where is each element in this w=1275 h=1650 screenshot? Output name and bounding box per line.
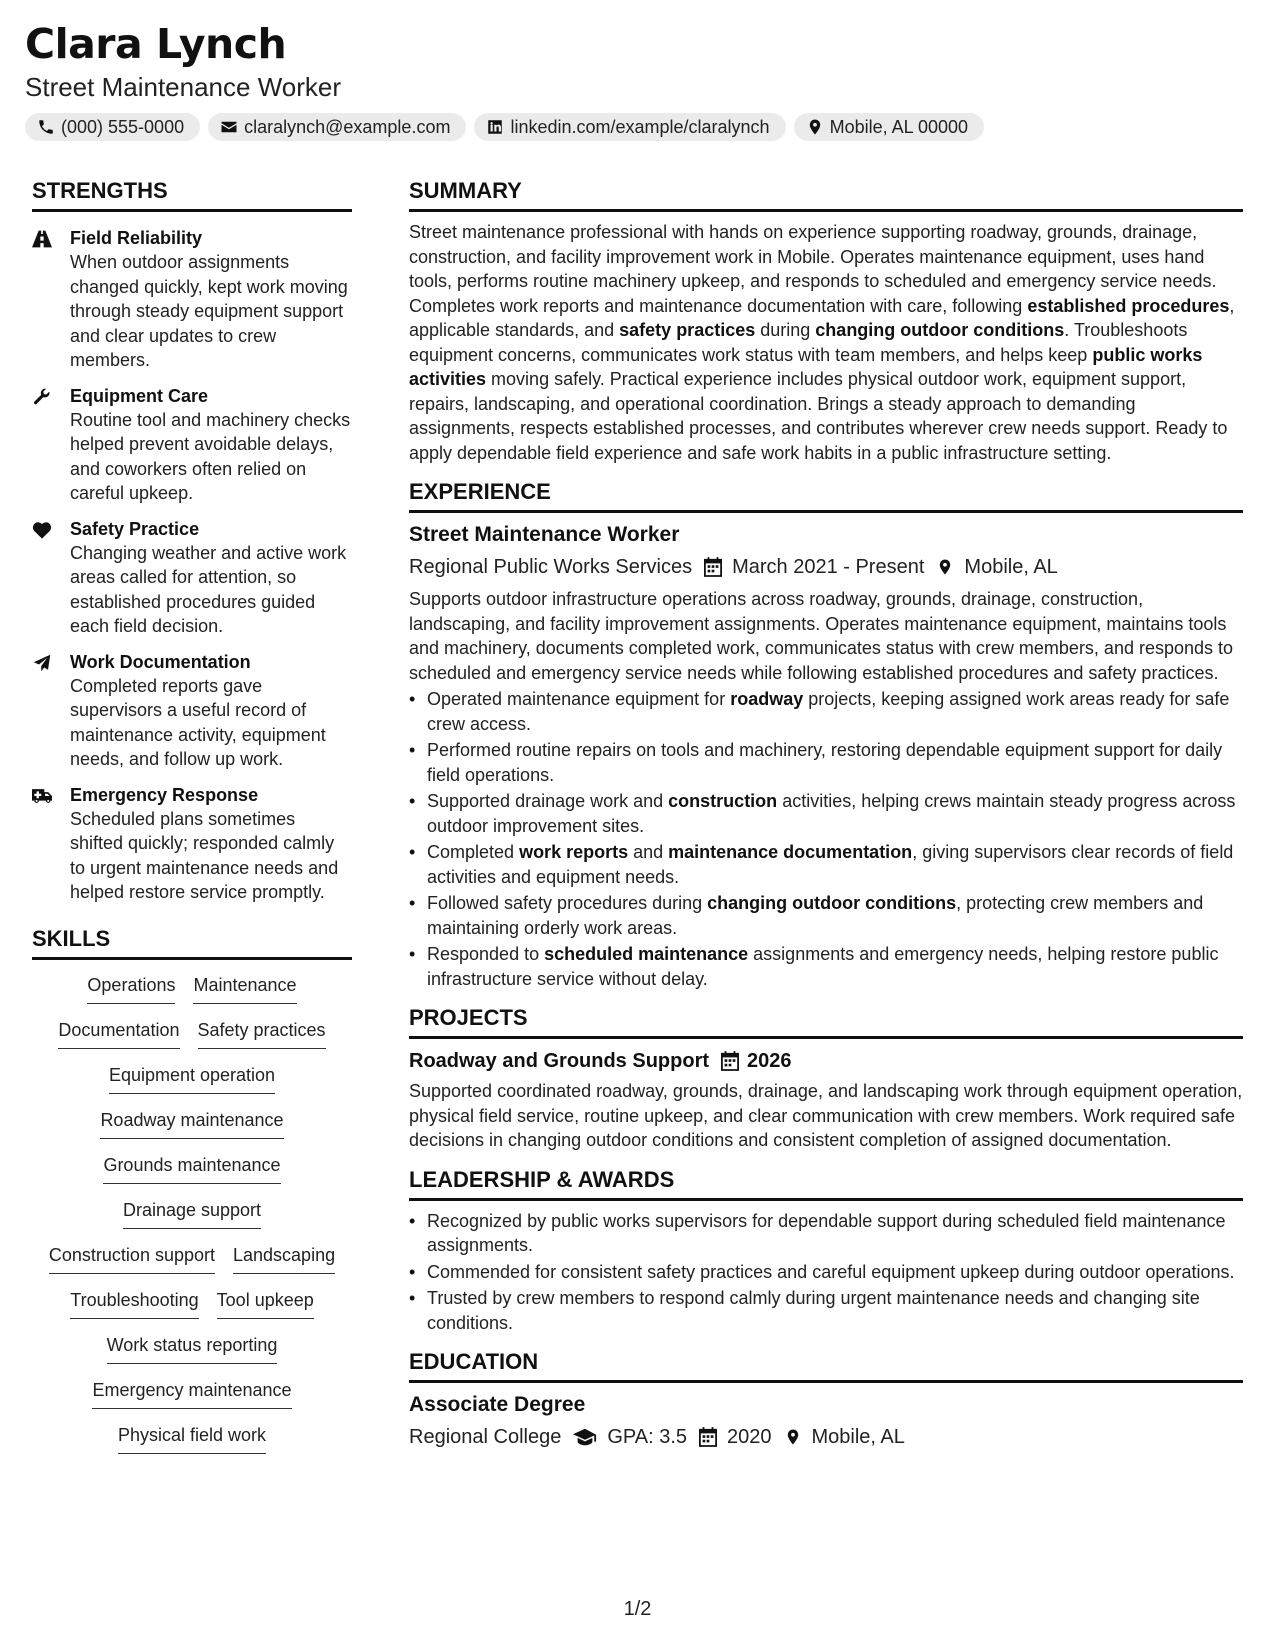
project-year: 2026 [747, 1050, 792, 1072]
truck-medical-icon [32, 787, 52, 805]
project-name: Roadway and Grounds Support [409, 1050, 710, 1072]
strengths-heading: STRENGTHS [32, 178, 352, 212]
strength-desc: When outdoor assignments changed quickly, kept work moving through steady equipment support and clear updates to crew members. [70, 252, 348, 370]
job-bullets [409, 687, 1243, 991]
skill-tag: Grounds maintenance [103, 1152, 280, 1184]
paper-plane-icon [32, 654, 52, 672]
strength-item [32, 226, 352, 373]
strength-title: Field Reliability [70, 228, 203, 248]
education-heading: EDUCATION [409, 1349, 1243, 1383]
contact-bar [25, 113, 984, 141]
phone-icon [37, 118, 55, 136]
list-item: • Trusted by crew members to respond calmly during urgent maintenance needs and changing site conditions. [409, 1286, 1243, 1335]
strength-title: Emergency Response [70, 784, 259, 805]
skill-tag: Equipment operation [109, 1062, 275, 1094]
calendar-icon [721, 1051, 739, 1071]
school-name: Regional College [409, 1426, 562, 1448]
location-pin-icon [784, 1427, 802, 1447]
wrench-icon [32, 388, 52, 406]
linkedin-text: linkedin.com/example/claralynch [510, 116, 770, 137]
strength-desc: Completed reports gave supervisors a useful record of maintenance activity, equipment needs, and follow up work. [70, 675, 326, 769]
degree-name: Associate Degree [409, 1393, 586, 1416]
list-item: • Operated maintenance equipment for roadway projects, keeping assigned work areas ready for safe crew access. [409, 687, 1243, 736]
list-item: • Completed work reports and maintenance documentation, giving supervisors clear records of field activities and equipment needs. [409, 840, 1243, 889]
contact-linkedin[interactable] [474, 113, 785, 141]
skill-tag: Emergency maintenance [92, 1377, 291, 1409]
strength-item [32, 517, 352, 639]
strength-desc: Scheduled plans sometimes shifted quickly; responded calmly to urgent maintenance needs and helped restore service promptly. [70, 808, 339, 902]
right-column [409, 178, 1243, 1465]
location-text: Mobile, AL 00000 [829, 116, 969, 137]
list-item: • Followed safety procedures during changing outdoor conditions, protecting crew members and maintaining orderly work areas. [409, 891, 1243, 940]
experience-section [409, 479, 1243, 991]
leadership-section [409, 1167, 1243, 1336]
strength-desc: Changing weather and active work areas called for attention, so established procedures guided each field decision. [70, 542, 347, 636]
skill-tag: Documentation [58, 1017, 179, 1049]
list-item: • Responded to scheduled maintenance assignments and emergency needs, helping restore public infrastructure service without delay. [409, 942, 1243, 991]
list-item: • Commended for consistent safety practices and careful equipment upkeep during outdoor operations. [409, 1260, 1243, 1285]
leadership-heading: LEADERSHIP & AWARDS [409, 1167, 1243, 1201]
skill-tag: Safety practices [198, 1017, 326, 1049]
contact-phone[interactable] [25, 113, 200, 141]
education-location: Mobile, AL [811, 1426, 905, 1448]
strength-item [32, 783, 352, 905]
contact-email[interactable] [208, 113, 466, 141]
strength-title: Work Documentation [70, 651, 251, 672]
skill-tag: Landscaping [233, 1242, 335, 1274]
skill-tag: Operations [87, 972, 175, 1004]
candidate-name: Clara Lynch [25, 20, 287, 68]
skill-tag: Physical field work [118, 1422, 266, 1454]
project-header [409, 1047, 1243, 1075]
list-item: • Supported drainage work and construction activities, helping crews maintain steady progress across outdoor improvement sites. [409, 789, 1243, 838]
education-section [409, 1349, 1243, 1451]
calendar-icon [699, 1427, 717, 1447]
job-location: Mobile, AL [964, 556, 1058, 578]
phone-text: (000) 555-0000 [61, 116, 185, 137]
location-pin-icon [936, 557, 954, 577]
job-title: Street Maintenance Worker [409, 523, 680, 546]
location-pin-icon [806, 118, 824, 136]
project-description: Supported coordinated roadway, grounds, drainage, and landscaping work through equipment operation, physical field service, routine upkeep, and clear communication with crew members. Work required safe decisions in changing outdoor conditions and consistent completion of assigned documentation. [409, 1081, 1243, 1150]
projects-heading: PROJECTS [409, 1005, 1243, 1039]
envelope-icon [220, 118, 238, 136]
job-dates: March 2021 - Present [732, 556, 925, 578]
candidate-role: Street Maintenance Worker [25, 72, 341, 102]
skill-tag: Tool upkeep [217, 1287, 314, 1319]
strength-item [32, 384, 352, 506]
skill-tag: Drainage support [123, 1197, 261, 1229]
page-number: 1/2 [623, 1598, 652, 1620]
strength-title: Safety Practice [70, 518, 200, 539]
left-column [32, 178, 352, 1467]
calendar-icon [704, 557, 722, 577]
experience-heading: EXPERIENCE [409, 479, 1243, 513]
education-meta [409, 1423, 1243, 1451]
summary-text: Street maintenance professional with hands on experience supporting roadway, grounds, drainage, construction, and facility improvement work in Mobile. Operates maintenance equipment, uses hand tools, performs routine machinery upkeep, and responds to scheduled and emergency service needs. Completes work reports and maintenance documentation with care, following established procedures, applicable standards, and safety practices during changing outdoor conditions. Troubleshoots equipment concerns, communicates work status with team members, and helps keep public works activities moving safely. Practical experience includes physical outdoor work, equipment support, repairs, landscaping, and operational coordination. Brings a steady approach to demanding assignments, respects established processes, and contributes wherever crew needs support. Ready to apply dependable field experience and safe work habits in a public infrastructure setting. [409, 222, 1235, 463]
gpa: GPA: 3.5 [607, 1426, 687, 1448]
strength-item [32, 650, 352, 772]
job-meta [409, 553, 1243, 581]
linkedin-icon [486, 118, 504, 136]
contact-location [794, 113, 984, 141]
company-name: Regional Public Works Services [409, 556, 693, 578]
leadership-list [409, 1209, 1243, 1336]
education-year: 2020 [727, 1426, 772, 1448]
skill-tag: Construction support [49, 1242, 215, 1274]
skill-tag: Work status reporting [107, 1332, 278, 1364]
list-item: • Performed routine repairs on tools and machinery, restoring dependable equipment support for daily field operations. [409, 738, 1243, 787]
list-item: • Recognized by public works supervisors for dependable support during scheduled field maintenance assignments. [409, 1209, 1243, 1258]
graduation-cap-icon [573, 1427, 597, 1447]
skills-heading: SKILLS [32, 926, 352, 960]
skill-tag: Roadway maintenance [100, 1107, 283, 1139]
road-icon [32, 230, 52, 248]
strength-desc: Routine tool and machinery checks helped prevent avoidable delays, and coworkers often relied on careful upkeep. [70, 409, 351, 503]
summary-section [409, 178, 1243, 465]
skill-tag: Maintenance [193, 972, 296, 1004]
projects-section [409, 1005, 1243, 1153]
heart-icon [32, 521, 52, 539]
email-text: claralynch@example.com [244, 116, 451, 137]
skills-list [32, 968, 352, 1467]
strength-title: Equipment Care [70, 385, 209, 406]
summary-heading: SUMMARY [409, 178, 1243, 212]
skill-tag: Troubleshooting [70, 1287, 198, 1319]
job-description: Supports outdoor infrastructure operations across roadway, grounds, drainage, construction, landscaping, and facility improvement assignments. Operates maintenance equipment, maintains tools and machinery, documents completed work, communicates status with crew members, and responds to scheduled and emergency service needs while following established procedures and safety practices. [409, 589, 1234, 683]
